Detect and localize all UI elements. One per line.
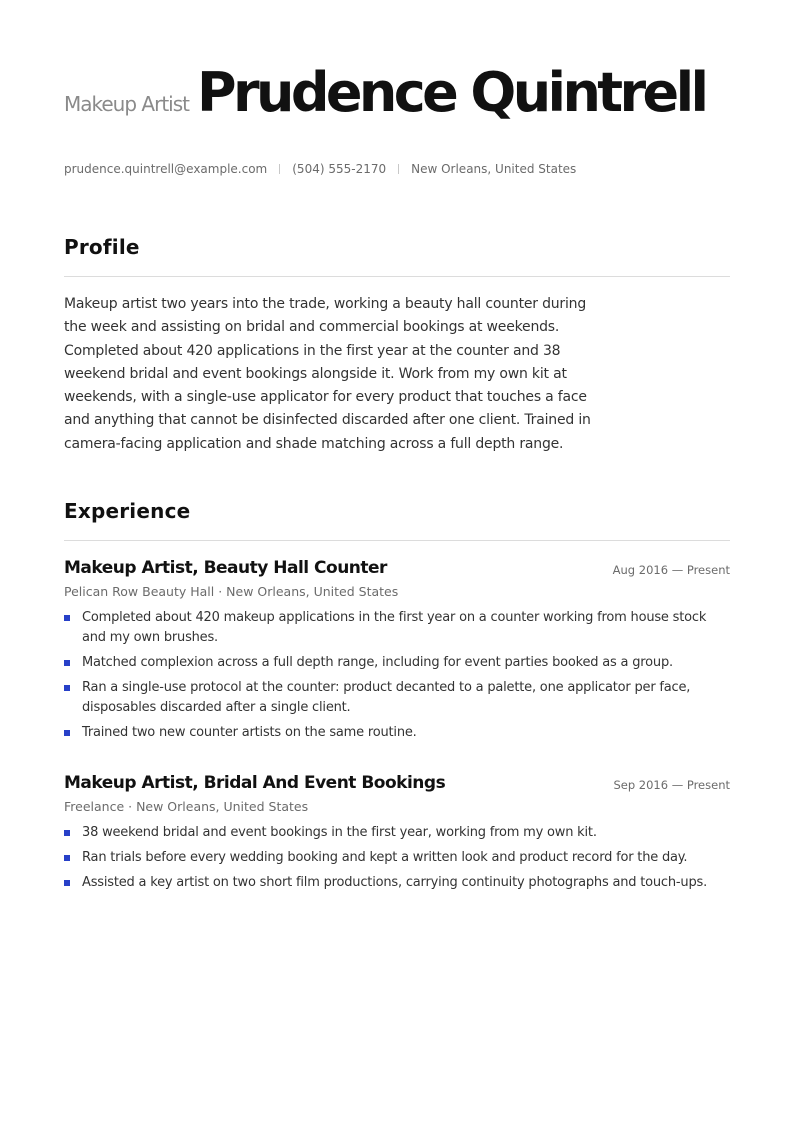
job-dates: Sep 2016 — Present (613, 778, 730, 792)
profile-divider (64, 276, 730, 277)
job-title: Makeup Artist, Beauty Hall Counter (64, 558, 387, 578)
contact-location: New Orleans, United States (411, 162, 577, 176)
job-bullet-text: Trained two new counter artists on the same routine. (82, 725, 417, 740)
job-bullet-text: Assisted a key artist on two short film productions, carrying continuity photographs and touch-ups. (82, 875, 708, 890)
resume-header (64, 58, 730, 128)
square-bullet-icon (64, 880, 70, 886)
job-role-label: Makeup Artist (64, 92, 189, 116)
profile-summary: Makeup artist two years into the trade, working a beauty hall counter during the week and assisting on bridal and commercial bookings at weekends. Completed about 420 applications in the first year at the counter and 38 weekend bridal and event bookings alongside it. Work from my own kit at weekends, with a single-use applicator for every product that touches a face and anything that cannot be disinfected discarded after one client. Trained in camera-facing application and shade matching across a full depth range. (64, 296, 591, 452)
square-bullet-icon (64, 855, 70, 861)
job-bullet-text: Ran a single-use protocol at the counter: product decanted to a palette, one applicator per face, disposables discarded after a single client. (82, 680, 691, 715)
job-bullet-text: Completed about 420 makeup applications in the first year on a counter working from house stock and my own brushes. (82, 610, 707, 645)
job-bullets (64, 823, 730, 898)
job-employer: Freelance · New Orleans, United States (64, 799, 309, 814)
job-employer: Pelican Row Beauty Hall · New Orleans, United States (64, 584, 399, 599)
contact-phone: (504) 555-2170 (292, 162, 387, 176)
contact-line (64, 162, 576, 176)
square-bullet-icon (64, 830, 70, 836)
contact-divider (279, 164, 280, 174)
job-bullet (64, 678, 730, 718)
contact-email: prudence.quintrell@example.com (64, 162, 268, 176)
candidate-name: Prudence Quintrell (197, 61, 706, 124)
contact-divider (398, 164, 399, 174)
square-bullet-icon (64, 660, 70, 666)
job-bullet (64, 848, 730, 868)
job-bullets (64, 608, 730, 748)
job-bullet (64, 723, 730, 743)
job-title: Makeup Artist, Bridal And Event Bookings (64, 773, 446, 793)
square-bullet-icon (64, 730, 70, 736)
profile-heading: Profile (64, 235, 140, 259)
job-bullet (64, 873, 730, 893)
job-dates: Aug 2016 — Present (612, 563, 730, 577)
job-bullet (64, 653, 730, 673)
experience-divider (64, 540, 730, 541)
job-bullet (64, 608, 730, 648)
job-bullet (64, 823, 730, 843)
experience-heading: Experience (64, 499, 191, 523)
square-bullet-icon (64, 615, 70, 621)
job-bullet-text: Matched complexion across a full depth range, including for event parties booked as a group. (82, 655, 673, 670)
square-bullet-icon (64, 685, 70, 691)
job-bullet-text: 38 weekend bridal and event bookings in the first year, working from my own kit. (82, 825, 597, 840)
job-bullet-text: Ran trials before every wedding booking and kept a written look and product record for the day. (82, 850, 688, 865)
